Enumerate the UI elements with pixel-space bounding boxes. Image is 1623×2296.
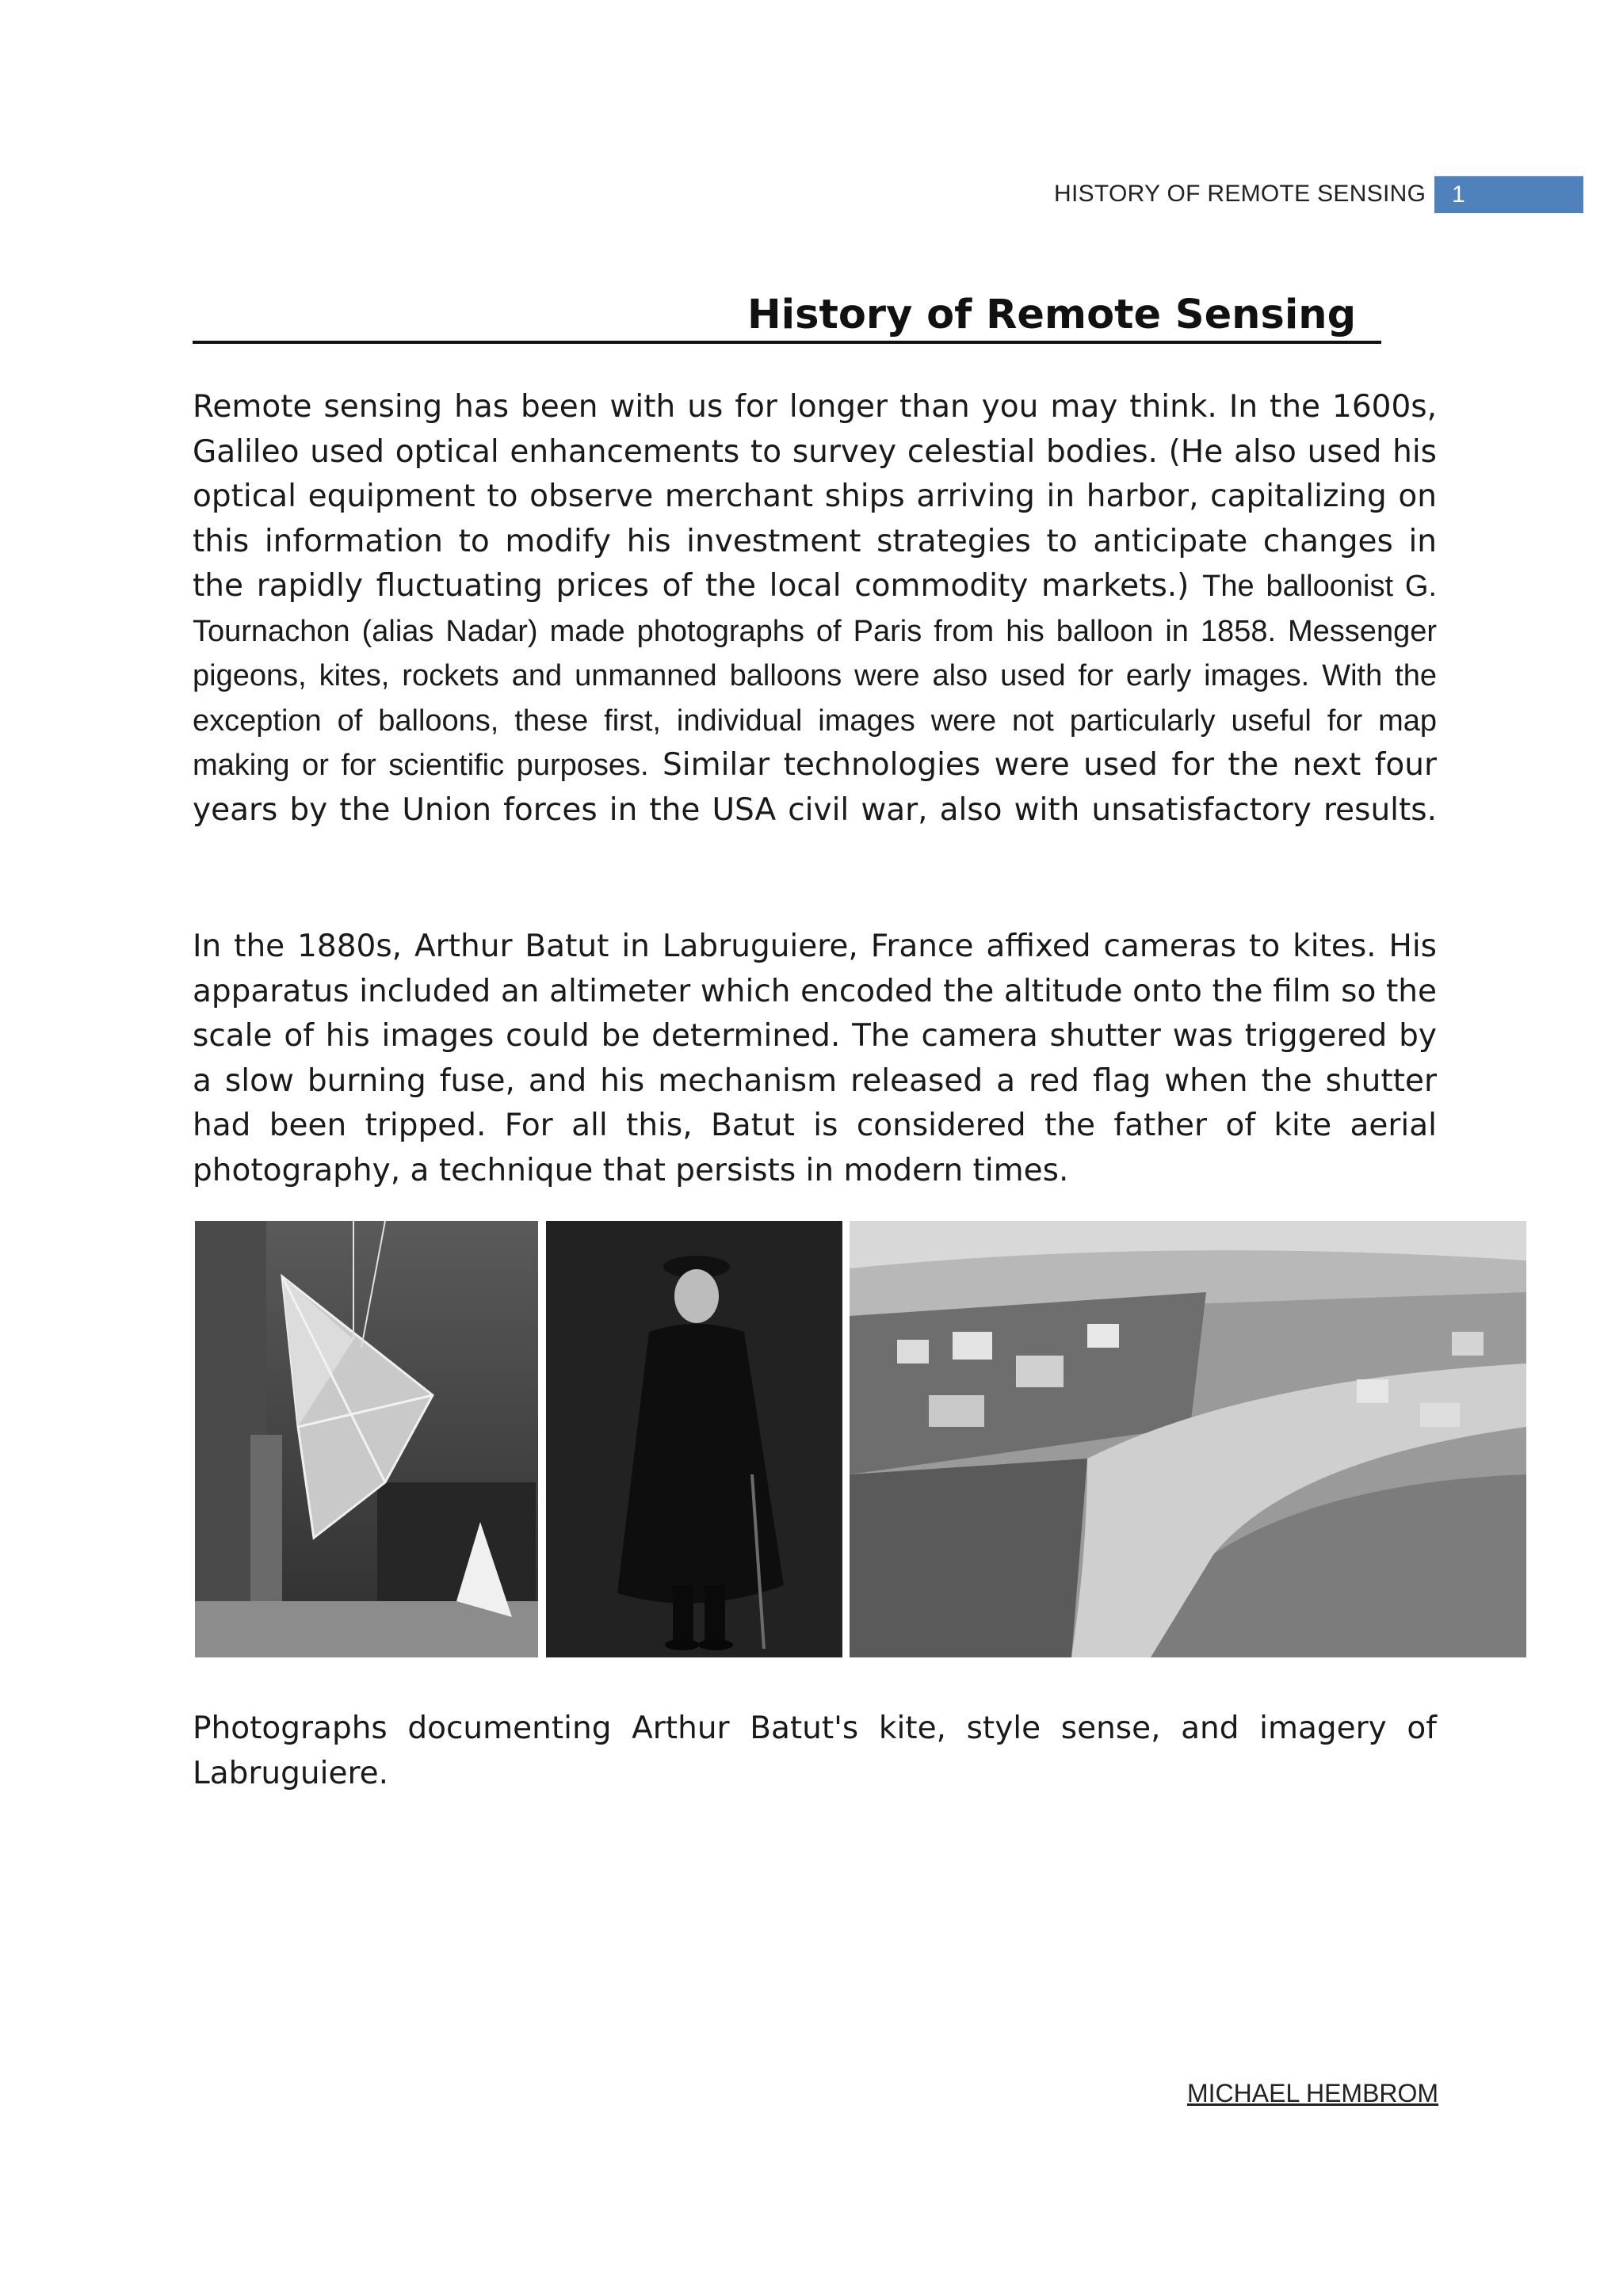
paragraph-1-part-1: Remote sensing has been with us for longer than you may think. In the 1600s, Galileo used optical enhancements to survey celestial bodies. (He also used his optical equipment to observe merchant ships arriving in harbor, capitalizing on this information to modify his investment strategies to anticipate changes in the rapidly fluctuating prices of the local commodity markets.)	[193, 389, 1437, 604]
aerial-town-photo-icon	[850, 1221, 1526, 1657]
page-number-box	[1434, 176, 1583, 213]
page-title: History of Remote Sensing	[747, 292, 1357, 338]
title-rule	[193, 285, 1381, 344]
paragraph-2: In the 1880s, Arthur Batut in Labruguiere, France affixed cameras to kites. His apparatus included an altimeter which encoded the altitude onto the film so the scale of his images could be determined. The camera shutter was triggered by a slow burning fuse, and his mechanism released a red flag when the shutter had been tripped. For all this, Batut is considered the father of kite aerial photography, a technique that persists in modern times.	[193, 929, 1437, 1188]
paragraph-1-part-3: Similar technologies were used for the next four years by the Union forces in the USA civil war, also with unsatisfactory results.	[193, 747, 1437, 828]
author-footer: MICHAEL HEMBROM	[1187, 2079, 1439, 2107]
kite-photo-drawing	[195, 1221, 538, 1657]
paragraph-1	[193, 385, 1437, 833]
caption-line-1: Photographs documenting Arthur Batut's kite, style sense, and imagery of	[193, 1711, 1437, 1746]
paragraph-1-part-2: The balloonist G. Tournachon (alias Nadar) made photographs of Paris from his balloon in 1858. Messenger pigeons, kites, rockets and unmanned balloons were also used for early images. With the exception of balloons, these first, individual images were not particularly useful for map making or for scientific purposes.	[193, 570, 1437, 782]
photo-caption	[193, 1707, 1437, 1796]
page-number: 1	[1452, 181, 1465, 208]
kite-photo-icon	[195, 1221, 538, 1657]
portrait-photo-drawing	[546, 1221, 842, 1657]
caption-line-2: Labruguiere.	[193, 1755, 389, 1791]
running-title: HISTORY OF REMOTE SENSING	[1054, 181, 1426, 207]
aerial-town-photo-drawing	[850, 1221, 1526, 1657]
portrait-photo-icon	[546, 1221, 842, 1657]
